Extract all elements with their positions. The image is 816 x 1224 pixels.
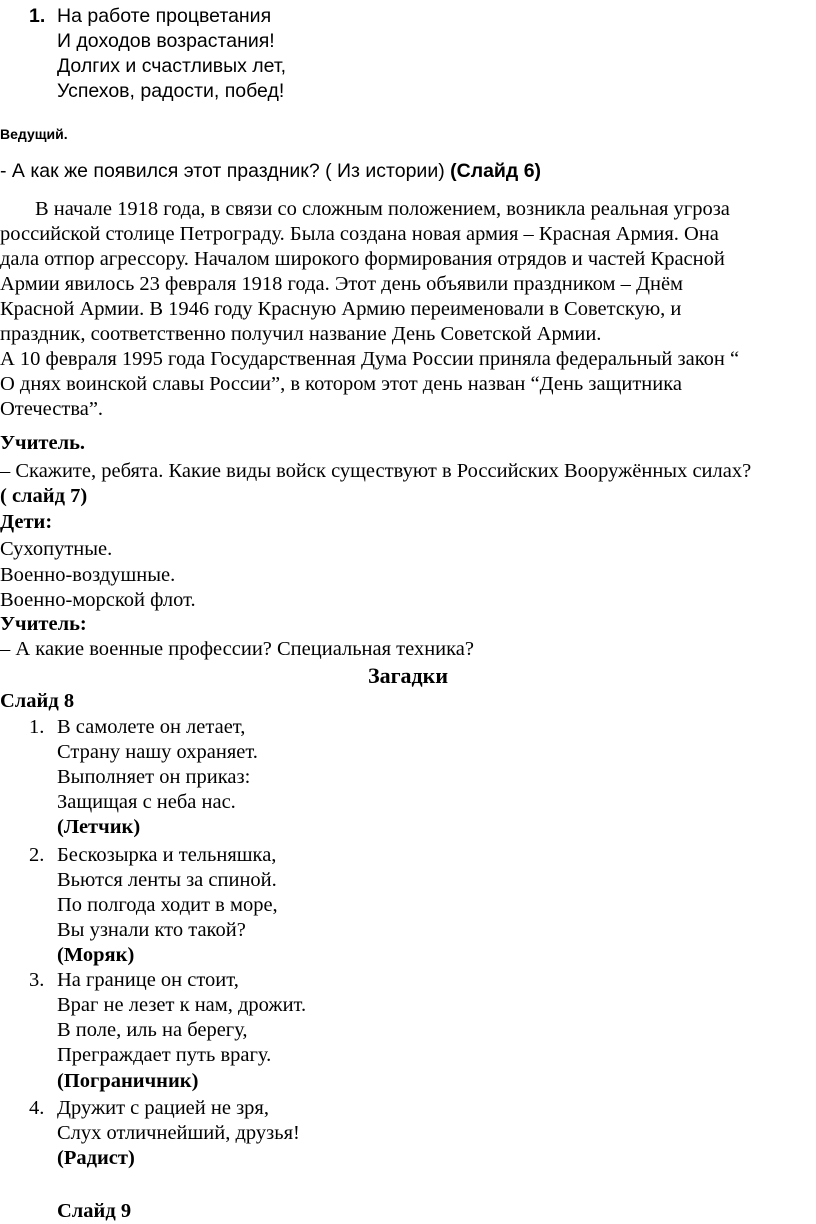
riddle-answer: (Радист) (57, 1147, 135, 1169)
riddle-line: Дружит с рацией не зря, (57, 1097, 269, 1119)
verse-line: Долгих и счастливых лет, (57, 55, 287, 77)
riddle-number: 1. (29, 716, 45, 738)
slide-reference: ( слайд 7) (0, 485, 88, 507)
law-paragraph-line: О днях воинской славы России”, в котором этот день назван “День защитника (0, 373, 682, 395)
riddle-line: По полгода ходит в море, (57, 894, 278, 916)
history-question-slide: (Слайд 6) (450, 160, 542, 182)
verse-number: 1. (29, 5, 46, 27)
riddle-line: Вьются ленты за спиной. (57, 869, 277, 891)
riddles-title: Загадки (367, 663, 449, 688)
riddle-answer: (Пограничник) (57, 1070, 199, 1092)
riddle-line: Выполняет он приказ: (57, 766, 251, 788)
history-paragraph-line: российской столице Петрограду. Была создана новая армия – Красная Армия. Она (0, 223, 719, 245)
riddle-answer: (Летчик) (57, 816, 141, 838)
law-paragraph-line: А 10 февраля 1995 года Государственная Дума России приняла федеральный закон “ (0, 348, 740, 370)
riddle-line: Страну нашу охраняет. (57, 741, 258, 763)
riddle-line: В самолете он летает, (57, 716, 246, 738)
riddle-line: В поле, иль на берегу, (57, 1019, 248, 1041)
verse-line: Успехов, радости, побед! (57, 80, 285, 102)
history-paragraph-line: В начале 1918 года, в связи со сложным положением, возникла реальная угроза (35, 198, 730, 220)
children-answer: Военно-воздушные. (0, 564, 176, 586)
riddle-line: Вы узнали кто такой? (57, 919, 246, 941)
teacher-question: – А какие военные профессии? Специальная техника? (0, 638, 475, 660)
riddle-line: Бескозырка и тельняшка, (57, 844, 277, 866)
riddle-number: 4. (29, 1097, 45, 1119)
riddle-line: На границе он стоит, (57, 969, 239, 991)
history-question-text: - А как же появился этот праздник? ( Из истории) (0, 160, 451, 182)
slide-9-heading: Слайд 9 (57, 1200, 132, 1222)
children-answer: Сухопутные. (0, 538, 113, 560)
teacher-label: Учитель. (0, 432, 86, 454)
teacher-question: – Скажите, ребята. Какие виды войск существуют в Российских Вооружённых силах? (0, 460, 752, 482)
children-label: Дети: (0, 511, 53, 533)
riddle-line: Враг не лезет к нам, дрожит. (57, 994, 307, 1016)
riddle-line: Защищая с неба нас. (57, 791, 236, 813)
riddle-number: 3. (29, 969, 45, 991)
slide-8-heading: Слайд 8 (0, 690, 75, 712)
riddle-answer: (Моряк) (57, 944, 135, 966)
law-paragraph-line: Отечества”. (0, 398, 104, 420)
riddle-line: Слух отличнейший, друзья! (57, 1122, 300, 1144)
history-paragraph-line: праздник, соответственно получил название День Советской Армии. (0, 323, 602, 345)
verse-line: На работе процветания (57, 5, 272, 27)
riddle-line: Преграждает путь врагу. (57, 1044, 272, 1066)
teacher-label: Учитель: (0, 613, 87, 635)
host-label: Ведущий. (0, 126, 68, 142)
verse-line: И доходов возрастания! (57, 30, 275, 52)
history-paragraph-line: Армии явилось 23 февраля 1918 года. Этот день объявили праздником – Днём (0, 273, 684, 295)
history-paragraph-line: дала отпор агрессору. Началом широкого формирования отрядов и частей Красной (0, 248, 725, 270)
history-question (0, 159, 541, 184)
riddle-number: 2. (29, 844, 45, 866)
children-answer: Военно-морской флот. (0, 589, 196, 611)
history-paragraph-line: Красной Армии. В 1946 году Красную Армию переименовали в Советскую, и (0, 298, 682, 320)
